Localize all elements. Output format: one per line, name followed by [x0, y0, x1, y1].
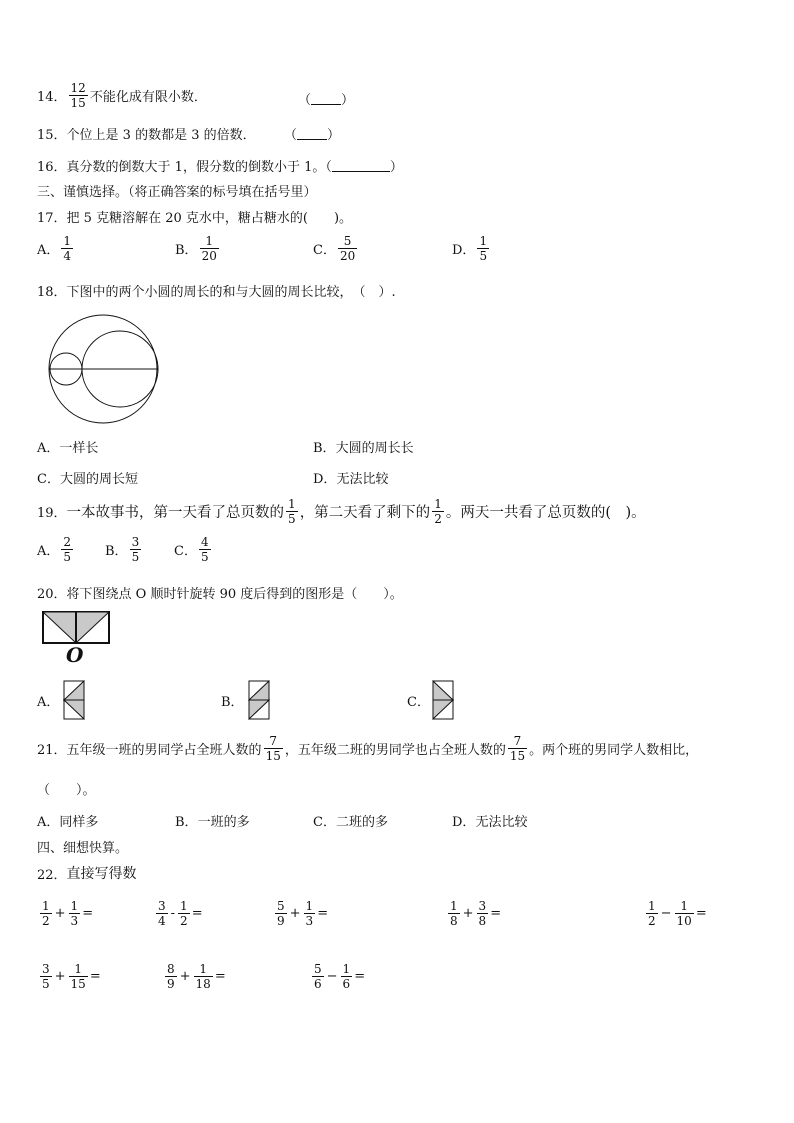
calc-item-4[interactable]: $\frac{1}{8}$ + $\frac{3}{8}$ =: [450, 899, 502, 928]
question-text: 将下图绕点 O 顺时针旋转 90 度后得到的图形是（ ）。: [66, 587, 403, 602]
option-19-a[interactable]: A． $\frac{2}{5}$: [37, 535, 72, 564]
question-number: 14．: [37, 90, 67, 105]
calc-item-1[interactable]: $\frac{1}{2}$ + $\frac{1}{3}$ =: [42, 899, 94, 928]
question-text: 不能化成有限小数．: [89, 90, 207, 105]
option-17-c[interactable]: C． $\frac{5}{20}$: [313, 234, 356, 263]
question-text: 直接写得数: [66, 866, 137, 882]
option-20-c[interactable]: C．: [407, 695, 430, 710]
question-number: 21．: [37, 743, 67, 758]
option-17-d[interactable]: D． $\frac{1}{5}$: [452, 234, 488, 263]
question-19: 19． 一本故事书，第一天看了总页数的 $\frac{1}{5}$ ，第二天看了剩下的 $\frac{1}{2}$ 。两天一共看了总页数的( )。: [37, 497, 646, 526]
option-17-a[interactable]: A． $\frac{1}{4}$: [37, 234, 72, 263]
circles-diagram: [42, 314, 164, 424]
option-21-b[interactable]: B． 一班的多: [175, 815, 250, 830]
fraction: $\frac{12}{15}$: [70, 81, 86, 110]
question-21-answer-paren[interactable]: （ ）。: [37, 783, 96, 798]
option-17-b[interactable]: B． $\frac{1}{20}$: [175, 234, 217, 263]
option-18-c[interactable]: C． 大圆的周长短: [37, 472, 138, 487]
answer-blank-14[interactable]: （ ）: [298, 93, 355, 108]
calc-item-8[interactable]: $\frac{5}{6}$ − $\frac{1}{6}$ =: [314, 962, 366, 991]
calc-item-2[interactable]: $\frac{3}{4}$ - $\frac{1}{2}$ =: [158, 899, 203, 928]
option-20-b[interactable]: B．: [221, 695, 244, 710]
answer-blank-15[interactable]: （ ）: [284, 128, 341, 143]
option-20-c-figure: [432, 680, 454, 720]
question-18: [37, 281, 396, 300]
option-21-a[interactable]: A． 同样多: [37, 815, 99, 830]
option-20-a[interactable]: A．: [37, 695, 60, 710]
section-heading-4: 四、细想快算。: [37, 841, 129, 856]
question-number: 16．: [37, 160, 67, 175]
answer-blank-16[interactable]: [332, 159, 390, 172]
option-21-c[interactable]: C． 二班的多: [313, 815, 388, 830]
question-16: 16． 真分数的倒数大于 1，假分数的倒数小于 1。（ ）: [37, 156, 403, 175]
calc-item-7[interactable]: $\frac{8}{9}$ + $\frac{1}{18}$ =: [167, 962, 226, 991]
point-o-label: O: [66, 643, 84, 667]
question-number: 17．: [37, 211, 67, 226]
option-20-b-figure: [248, 680, 270, 720]
option-18-b[interactable]: B． 大圆的周长长: [313, 441, 414, 456]
option-18-d[interactable]: D． 无法比较: [313, 472, 389, 487]
option-19-b[interactable]: B． $\frac{3}{5}$: [105, 535, 140, 564]
question-22: [37, 863, 137, 883]
calc-item-6[interactable]: $\frac{3}{5}$ + $\frac{1}{15}$ =: [42, 962, 101, 991]
question-number: 20．: [37, 587, 67, 602]
option-18-a[interactable]: A． 一样长: [37, 441, 99, 456]
question-number: 15．: [37, 128, 67, 143]
question-21: 21． 五年级一班的男同学占全班人数的 $\frac{7}{15}$ ，五年级二班的男同学也占全班人数的 $\frac{7}{15}$ 。两个班的男同学人数相比，: [37, 734, 699, 763]
question-14: [37, 82, 207, 109]
question-20: [37, 583, 403, 602]
question-text: 真分数的倒数大于 1，假分数的倒数小于 1。（: [66, 160, 332, 175]
question-text: 个位上是 3 的数都是 3 的倍数．: [66, 128, 256, 143]
question-number: 18．: [37, 285, 67, 300]
question-number: 19．: [37, 506, 67, 521]
section-heading-3: 三、谨慎选择。（将正确答案的标号填在括号里）: [37, 185, 317, 200]
question-text: 下图中的两个小圆的周长的和与大圆的周长比较， （ ）.: [66, 285, 396, 300]
question-number: 22．: [37, 867, 67, 883]
option-21-d[interactable]: D． 无法比较: [452, 815, 528, 830]
question-17: [37, 207, 352, 226]
option-20-a-figure: [63, 680, 85, 720]
rotation-figure: [42, 611, 112, 645]
question-15: [37, 124, 256, 143]
calc-item-5[interactable]: $\frac{1}{2}$ − $\frac{1}{10}$ =: [648, 899, 707, 928]
calc-item-3[interactable]: $\frac{5}{9}$ + $\frac{1}{3}$ =: [277, 899, 329, 928]
option-19-c[interactable]: C． $\frac{4}{5}$: [174, 535, 209, 564]
question-text: 把 5 克糖溶解在 20 克水中，糖占糖水的( )。: [66, 211, 353, 226]
